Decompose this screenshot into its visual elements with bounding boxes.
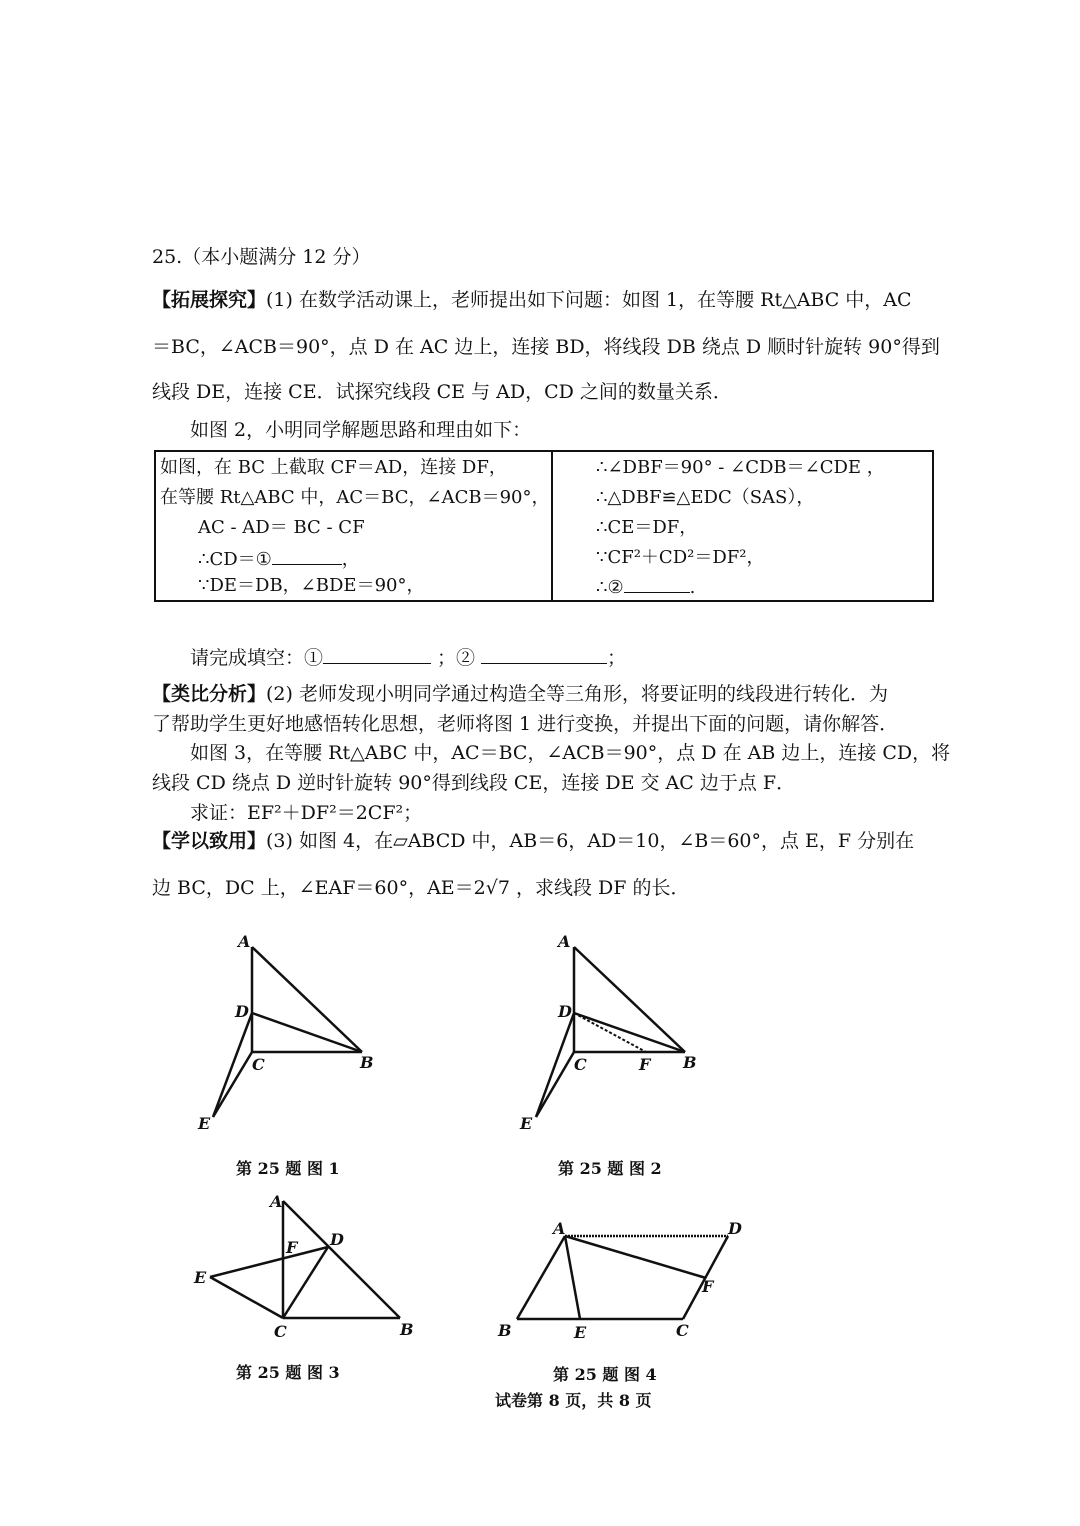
part1-text1: (1) 在数学活动课上，老师提出如下问题：如图 1，在等腰 Rt△ABC 中，AC (266, 289, 912, 311)
fig2-label-B: B (683, 1053, 697, 1072)
part1-intro: 如图 2，小明同学解题思路和理由如下： (190, 419, 532, 441)
box-right-line5-text: ∴② (596, 577, 624, 598)
fig2-label-C: C (574, 1055, 587, 1074)
fig2-line-AB (574, 947, 685, 1052)
fig3-label-F: F (286, 1238, 298, 1257)
fig1-label-E: E (198, 1114, 211, 1133)
part1-tag: 【拓展探究】 (152, 289, 267, 311)
page-footer: 试卷第 8 页，共 8 页 (495, 1391, 652, 1410)
blank-1 (272, 546, 342, 565)
fill-suffix: ； (607, 647, 627, 669)
box-right-line4: ∵CF²＋CD²＝DF²， (596, 547, 765, 568)
box-divider (551, 452, 553, 600)
fig2-line-DB (574, 1013, 685, 1052)
part3-tag: 【学以致用】 (152, 830, 267, 852)
figure-2 (500, 925, 720, 1145)
fig4-caption: 第 25 题 图 4 (553, 1365, 657, 1384)
fig1-label-A: A (238, 932, 251, 951)
fig4-line-AF (565, 1236, 706, 1278)
fig4-label-E: E (574, 1323, 587, 1342)
fig1-label-B: B (360, 1053, 374, 1072)
solution-box (154, 450, 934, 602)
part3-line2: 边 BC，DC 上，∠EAF＝60°，AE＝2√7 ，求线段 DF 的长． (152, 877, 690, 899)
fig3-line-EC (210, 1277, 283, 1318)
part1-line1 (152, 287, 912, 313)
box-left-line3: AC - AD＝ BC - CF (198, 517, 365, 538)
fig4-label-B: B (498, 1321, 512, 1340)
box-right-line3: ∴CE＝DF， (596, 517, 698, 538)
part2-line1 (152, 681, 888, 707)
fig3-label-E: E (194, 1268, 207, 1287)
fig3-label-D: D (330, 1230, 344, 1249)
fig1-label-C: C (252, 1055, 265, 1074)
fill-line (190, 645, 626, 671)
fig1-line-DE (213, 1013, 252, 1117)
box-right-line5 (596, 574, 695, 600)
fig2-label-D: D (558, 1002, 572, 1021)
box-right-line1: ∴∠DBF＝90° - ∠CDB＝∠CDE ， (596, 457, 885, 478)
box-left-line1: 如图，在 BC 上截取 CF＝AD，连接 DF， (160, 457, 507, 478)
box-left-line4-text: ∴CD＝① (198, 549, 272, 570)
part2-text1: (2) 老师发现小明同学通过构造全等三角形，将要证明的线段进行转化．为 (266, 683, 888, 705)
fig2-line-DF (574, 1013, 646, 1052)
fig3-line-ED (210, 1247, 328, 1277)
part1-line2: ＝BC，∠ACB＝90°，点 D 在 AC 边上，连接 BD，将线段 DB 绕点 D 顺时针旋转 90°得到 (152, 336, 940, 358)
fig4-label-D: D (728, 1219, 742, 1238)
part2-tag: 【类比分析】 (152, 683, 267, 705)
box-left-line4 (198, 546, 360, 572)
fig2-label-A: A (558, 932, 571, 951)
fill-middle: ；② (437, 647, 476, 669)
figure-1 (180, 925, 400, 1145)
box-right-line2: ∴△DBF≌△EDC（SAS）， (596, 487, 815, 508)
fig4-line-AE (565, 1236, 580, 1319)
fig3-label-C: C (274, 1322, 287, 1341)
part2-prove: 求证：EF²＋DF²＝2CF²； (190, 802, 423, 824)
part1-line3: 线段 DE，连接 CE．试探究线段 CE 与 AD，CD 之间的数量关系． (152, 381, 732, 403)
fig2-caption: 第 25 题 图 2 (558, 1159, 662, 1178)
part3-text1: (3) 如图 4，在▱ABCD 中，AB＝6，AD＝10，∠B＝60°，点 E，F 分别在 (266, 830, 915, 852)
fill-blank-2 (481, 645, 607, 664)
box-right-line5-tail: . (689, 577, 696, 598)
part3-line1 (152, 828, 914, 854)
fig4-label-F: F (702, 1277, 714, 1296)
box-left-line4-tail: ， (341, 549, 360, 570)
fig2-label-F: F (639, 1055, 651, 1074)
fig2-line-DE (536, 1013, 574, 1117)
part2-line4: 线段 CD 绕点 D 逆时针旋转 90°得到线段 CE，连接 DE 交 AC 边于点 F． (152, 772, 796, 794)
fig3-label-B: B (400, 1320, 414, 1339)
fig4-line-BA (517, 1236, 565, 1319)
fig3-label-A: A (270, 1192, 283, 1211)
part2-line2: 了帮助学生更好地感悟转化思想，老师将图 1 进行变换，并提出下面的问题，请你解答． (152, 713, 899, 735)
figure-4 (490, 1210, 760, 1350)
fig2-label-E: E (520, 1114, 533, 1133)
fig4-label-A: A (553, 1219, 566, 1238)
fig3-caption: 第 25 题 图 3 (236, 1363, 340, 1382)
fig1-line-AB (252, 947, 362, 1052)
fig1-label-D: D (235, 1002, 249, 1021)
fig4-label-C: C (676, 1321, 689, 1340)
fill-prefix: 请完成填空：① (190, 647, 324, 669)
figure-3 (180, 1185, 440, 1350)
fig1-line-DB (252, 1013, 362, 1052)
fill-blank-1 (323, 645, 431, 664)
blank-2 (624, 574, 690, 593)
question-header: 25.（本小题满分 12 分） (152, 246, 371, 268)
fig3-line-AB (283, 1201, 400, 1318)
fig1-caption: 第 25 题 图 1 (236, 1159, 340, 1178)
box-left-line5: ∵DE＝DB，∠BDE＝90°， (198, 575, 425, 596)
part2-line3: 如图 3，在等腰 Rt△ABC 中，AC＝BC，∠ACB＝90°，点 D 在 AB 边上，连接 CD，将 (190, 742, 951, 764)
box-left-line2: 在等腰 Rt△ABC 中，AC＝BC，∠ACB＝90°， (160, 487, 550, 508)
